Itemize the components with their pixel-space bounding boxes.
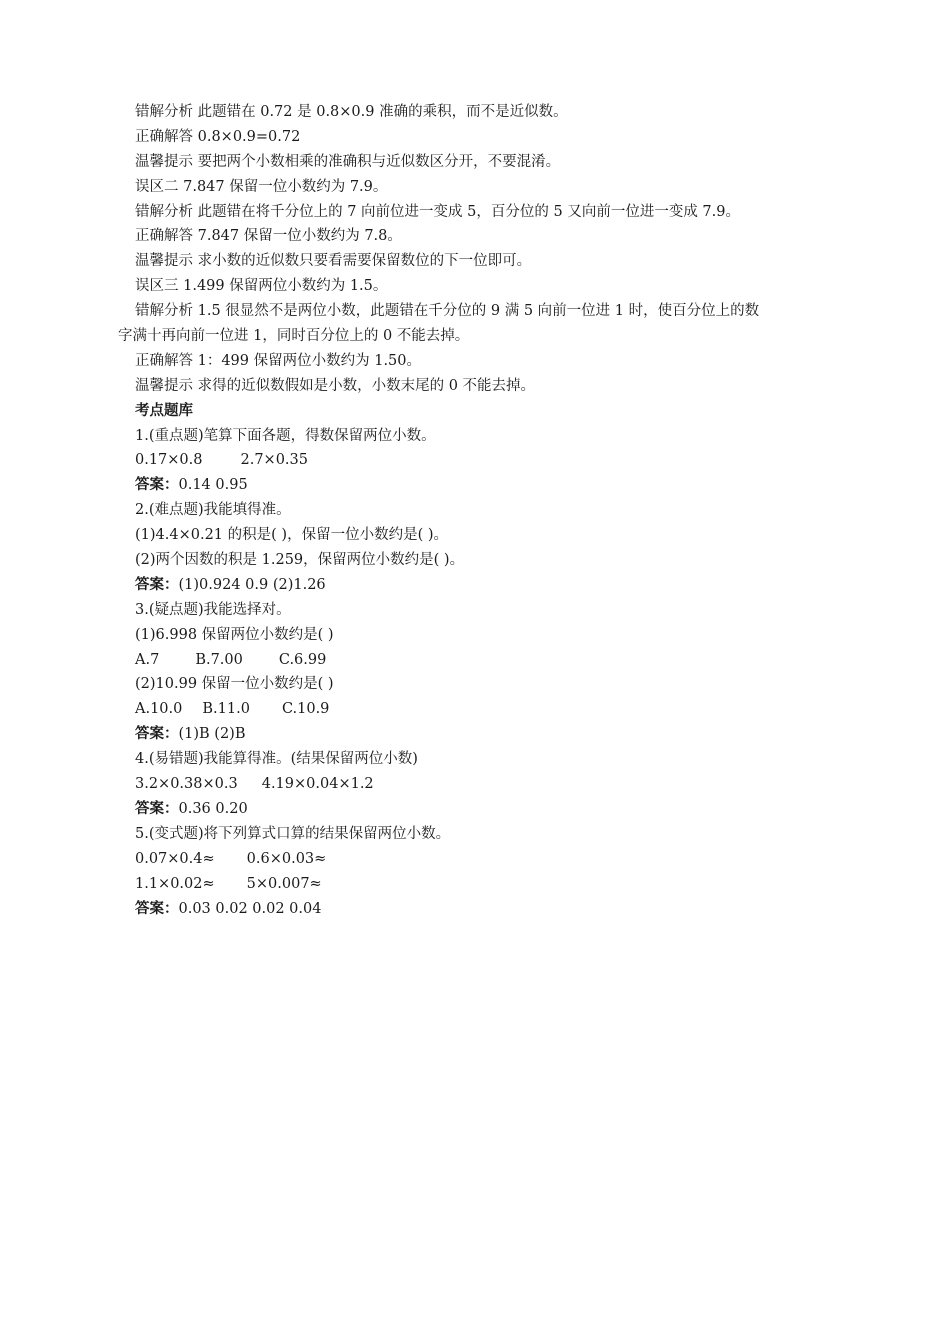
option-a: A.10.0	[135, 701, 183, 718]
text-line-continuation: 字满十再向前一位进 1，同时百分位上的 0 不能去掉。	[118, 328, 470, 345]
question-5-answer	[118, 897, 838, 922]
question-3-item-1: (1)6.998 保留两位小数约是( )	[135, 626, 334, 643]
answer-label: 答案：	[135, 899, 179, 917]
answer-value: (1)B (2)B	[178, 726, 246, 743]
answer-label: 答案：	[135, 799, 179, 817]
question-2-item-2: (2)两个因数的积是 1.259，保留两位小数约是( )。	[135, 552, 465, 569]
text-line: 温馨提示 要把两个小数相乘的准确积与近似数区分开，不要混淆。	[135, 153, 561, 170]
text-line: 误区三 1.499 保留两位小数约为 1.5。	[135, 278, 388, 295]
option-c: C.10.9	[281, 701, 330, 718]
text-line: 错解分析 1.5 很显然不是两位小数，此题错在千分位的 9 满 5 向前一位进 1 时，使百分位上的数	[135, 303, 760, 320]
question-1-items	[118, 448, 838, 473]
option-b: B.11.0	[202, 701, 250, 718]
option-c: C.6.99	[278, 651, 327, 668]
question-2-title: 2.(难点题)我能填得准。	[135, 502, 291, 519]
answer-value: 0.03 0.02 0.02 0.04	[178, 900, 322, 917]
question-5-item: 0.6×0.03≈	[246, 850, 327, 867]
question-1-title: 1.(重点题)笔算下面各题，得数保留两位小数。	[135, 427, 436, 444]
answer-label: 答案：	[135, 725, 179, 743]
option-a: A.7	[135, 651, 160, 668]
text-line: 正确解答 1：499 保留两位小数约为 1.50。	[135, 352, 422, 369]
text-line: 温馨提示 求得的近似数假如是小数，小数末尾的 0 不能去掉。	[135, 377, 536, 394]
question-5-row-1	[118, 847, 838, 872]
question-4-answer	[118, 797, 838, 822]
question-1-answer	[118, 473, 838, 498]
answer-value: 0.14 0.95	[178, 477, 248, 494]
question-5-item: 1.1×0.02≈	[135, 875, 215, 892]
text-line: 错解分析 此题错在 0.72 是 0.8×0.9 准确的乘积，而不是近似数。	[135, 104, 568, 120]
text-line: 正确解答 7.847 保留一位小数约为 7.8。	[135, 228, 402, 245]
text-line: 温馨提示 求小数的近似数只要看需要保留数位的下一位即可。	[135, 253, 532, 270]
question-1-item-b: 2.7×0.35	[240, 452, 308, 469]
question-5-title: 5.(变式题)将下列算式口算的结果保留两位小数。	[135, 825, 451, 842]
answer-label: 答案：	[135, 575, 179, 593]
question-5-item: 5×0.007≈	[246, 875, 322, 892]
answer-value: 0.36 0.20	[178, 800, 248, 817]
text-line: 正确解答 0.8×0.9=0.72	[135, 128, 301, 145]
question-3-title: 3.(疑点题)我能选择对。	[135, 601, 291, 618]
text-line: 误区二 7.847 保留一位小数约为 7.9。	[135, 178, 388, 195]
question-3-options-2	[118, 697, 838, 722]
question-2-item-1: (1)4.4×0.21 的积是( )，保留一位小数约是( )。	[135, 527, 448, 544]
section-title: 考点题库	[135, 401, 193, 419]
question-4-item-a: 3.2×0.38×0.3	[135, 776, 238, 793]
question-3-item-2: (2)10.99 保留一位小数约是( )	[135, 676, 334, 693]
question-4-title: 4.(易错题)我能算得准。(结果保留两位小数)	[135, 751, 418, 768]
question-4-item-b: 4.19×0.04×1.2	[261, 776, 374, 793]
question-4-items	[118, 772, 838, 797]
text-line: 错解分析 此题错在将千分位上的 7 向前位进一变成 5，百分位的 5 又向前一位进一变成 7.9。	[135, 203, 740, 220]
document-body	[118, 100, 838, 921]
option-b: B.7.00	[195, 651, 243, 668]
question-5-row-2	[118, 872, 838, 897]
question-3-options-1	[118, 648, 838, 673]
question-1-item-a: 0.17×0.8	[135, 452, 203, 469]
answer-value: (1)0.924 0.9 (2)1.26	[178, 576, 326, 593]
question-5-item: 0.07×0.4≈	[135, 850, 215, 867]
question-3-answer	[118, 722, 838, 747]
answer-label: 答案：	[135, 476, 179, 494]
question-2-answer	[118, 573, 838, 598]
